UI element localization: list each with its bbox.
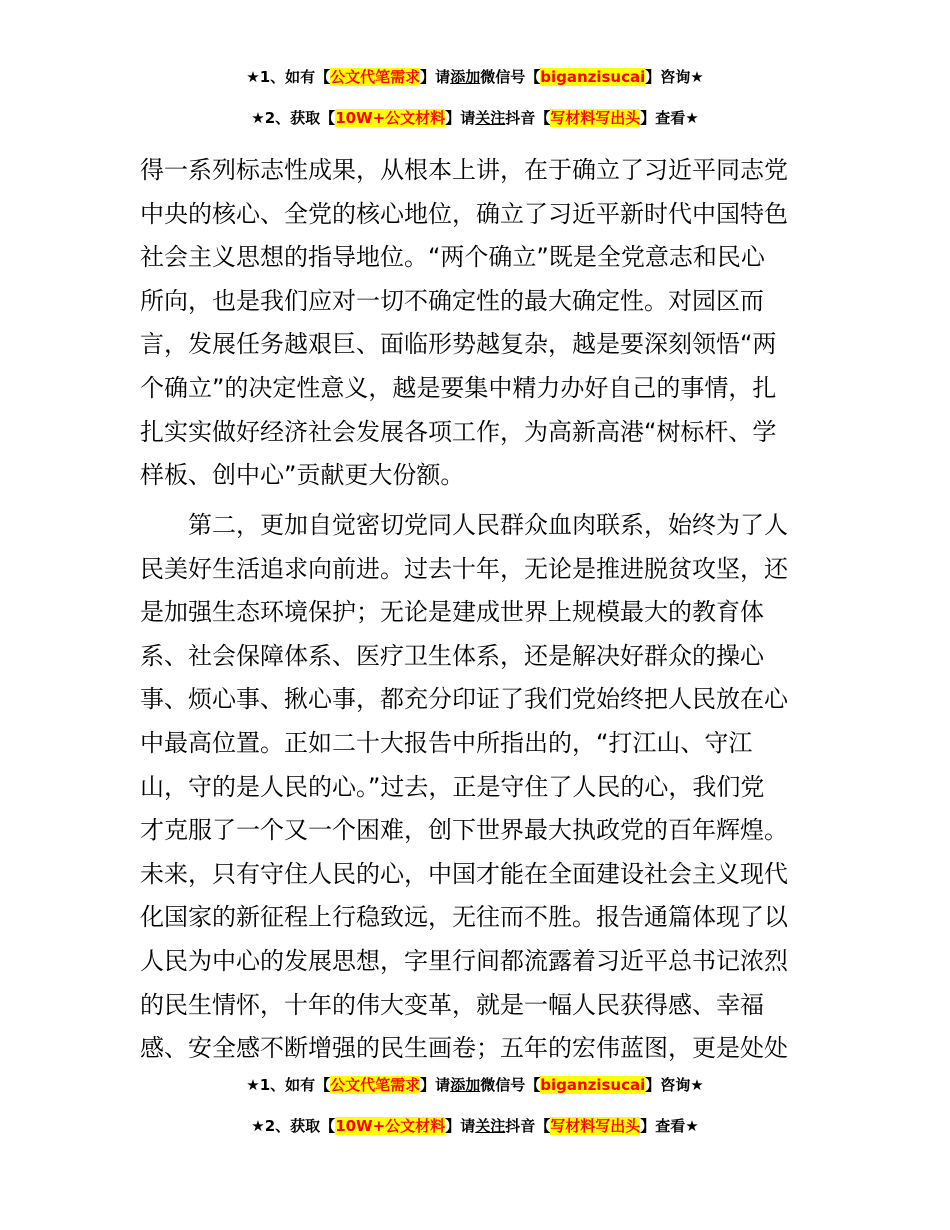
header-banner-line-2 bbox=[0, 103, 950, 133]
banner-underline-text: 添加 bbox=[450, 1076, 481, 1094]
banner-text: 】请 bbox=[420, 68, 451, 86]
banner-text: 】请 bbox=[445, 1117, 476, 1135]
banner-underline-text: 关注 bbox=[475, 109, 506, 127]
body-paragraph-1 bbox=[140, 149, 820, 498]
banner-suffix: 】咨询★ bbox=[645, 1076, 704, 1094]
paragraph-line: 第二，更加自觉密切党同人民群众血肉联系，始终为了人 bbox=[140, 511, 788, 539]
paragraph-line: 是加强生态环境保护；无论是建成世界上规模最大的教育体 bbox=[140, 598, 764, 627]
paragraph-line: 感、安全感不断增强的民生画卷；五年的宏伟蓝图，更是处处 bbox=[140, 1034, 788, 1063]
paragraph-line: 未来，只有守住人民的心，中国才能在全面建设社会主义现代 bbox=[140, 859, 788, 888]
paragraph-line: 社会主义思想的指导地位。“两个确立”既是全党意志和民心 bbox=[140, 243, 765, 272]
banner-text: 抖音【 bbox=[505, 1117, 551, 1135]
banner-highlight-materials: 10W+公文材料 bbox=[335, 109, 446, 127]
paragraph-line: 才克服了一个又一个困难，创下世界最大执政党的百年辉煌。 bbox=[140, 816, 788, 845]
banner-text: 抖音【 bbox=[505, 109, 551, 127]
paragraph-line: 扎实实做好经济社会发展各项工作，为高新高港“树标杆、学 bbox=[140, 417, 777, 446]
footer-banner-line-1 bbox=[0, 1070, 950, 1100]
banner-prefix: ★1、如有【 bbox=[246, 68, 331, 86]
paragraph-line: 事、烦心事、揪心事，都充分印证了我们党始终把人民放在心 bbox=[140, 685, 788, 714]
paragraph-line: 民美好生活追求向前进。过去十年，无论是推进脱贫攻坚，还 bbox=[140, 554, 788, 583]
paragraph-line: 得一系列标志性成果，从根本上讲，在于确立了习近平同志党 bbox=[140, 156, 788, 184]
banner-highlight-douyin: 写材料写出头 bbox=[550, 109, 641, 127]
banner-suffix: 】查看★ bbox=[640, 1117, 699, 1135]
banner-underline-text: 关注 bbox=[475, 1117, 506, 1135]
paragraph-line: 的民生情怀，十年的伟大变革，就是一幅人民获得感、幸福 bbox=[140, 990, 764, 1019]
footer-banner-line-2 bbox=[0, 1111, 950, 1141]
banner-text: 】请 bbox=[445, 109, 476, 127]
banner-prefix: ★2、获取【 bbox=[251, 1117, 336, 1135]
paragraph-line: 中央的核心、全党的核心地位，确立了习近平新时代中国特色 bbox=[140, 199, 788, 228]
banner-suffix: 】查看★ bbox=[640, 109, 699, 127]
banner-highlight-douyin: 写材料写出头 bbox=[550, 1117, 641, 1135]
banner-prefix: ★2、获取【 bbox=[251, 109, 336, 127]
banner-text: 】请 bbox=[420, 1076, 451, 1094]
banner-highlight-service: 公文代笔需求 bbox=[330, 1076, 421, 1094]
banner-suffix: 】咨询★ bbox=[645, 68, 704, 86]
banner-text: 微信号【 bbox=[480, 1076, 541, 1094]
paragraph-line: 个确立”的决定性意义，越是要集中精力办好自己的事情，扎 bbox=[140, 373, 777, 402]
banner-highlight-materials: 10W+公文材料 bbox=[335, 1117, 446, 1135]
paragraph-line: 言，发展任务越艰巨、面临形势越复杂，越是要深刻领悟“两 bbox=[140, 330, 777, 359]
banner-underline-text: 添加 bbox=[450, 68, 481, 86]
header-banner-line-1 bbox=[0, 62, 950, 92]
paragraph-line: 所向，也是我们应对一切不确定性的最大确定性。对园区而 bbox=[140, 286, 764, 315]
banner-highlight-wechat-id: biganzisucai bbox=[540, 1076, 646, 1094]
banner-highlight-service: 公文代笔需求 bbox=[330, 68, 421, 86]
body-paragraph-2 bbox=[140, 504, 820, 1071]
banner-highlight-wechat-id: biganzisucai bbox=[540, 68, 646, 86]
paragraph-line: 样板、创中心”贡献更大份额。 bbox=[140, 461, 465, 490]
paragraph-line: 化国家的新征程上行稳致远，无往而不胜。报告通篇体现了以 bbox=[140, 903, 788, 932]
paragraph-line: 人民为中心的发展思想，字里行间都流露着习近平总书记浓烈 bbox=[140, 946, 788, 975]
banner-text: 微信号【 bbox=[480, 68, 541, 86]
paragraph-line: 系、社会保障体系、医疗卫生体系，还是解决好群众的操心 bbox=[140, 641, 764, 670]
paragraph-line: 中最高位置。正如二十大报告中所指出的，“打江山、守江 bbox=[140, 728, 753, 757]
paragraph-line: 山，守的是人民的心。”过去，正是守住了人民的心，我们党 bbox=[140, 772, 765, 801]
banner-prefix: ★1、如有【 bbox=[246, 1076, 331, 1094]
